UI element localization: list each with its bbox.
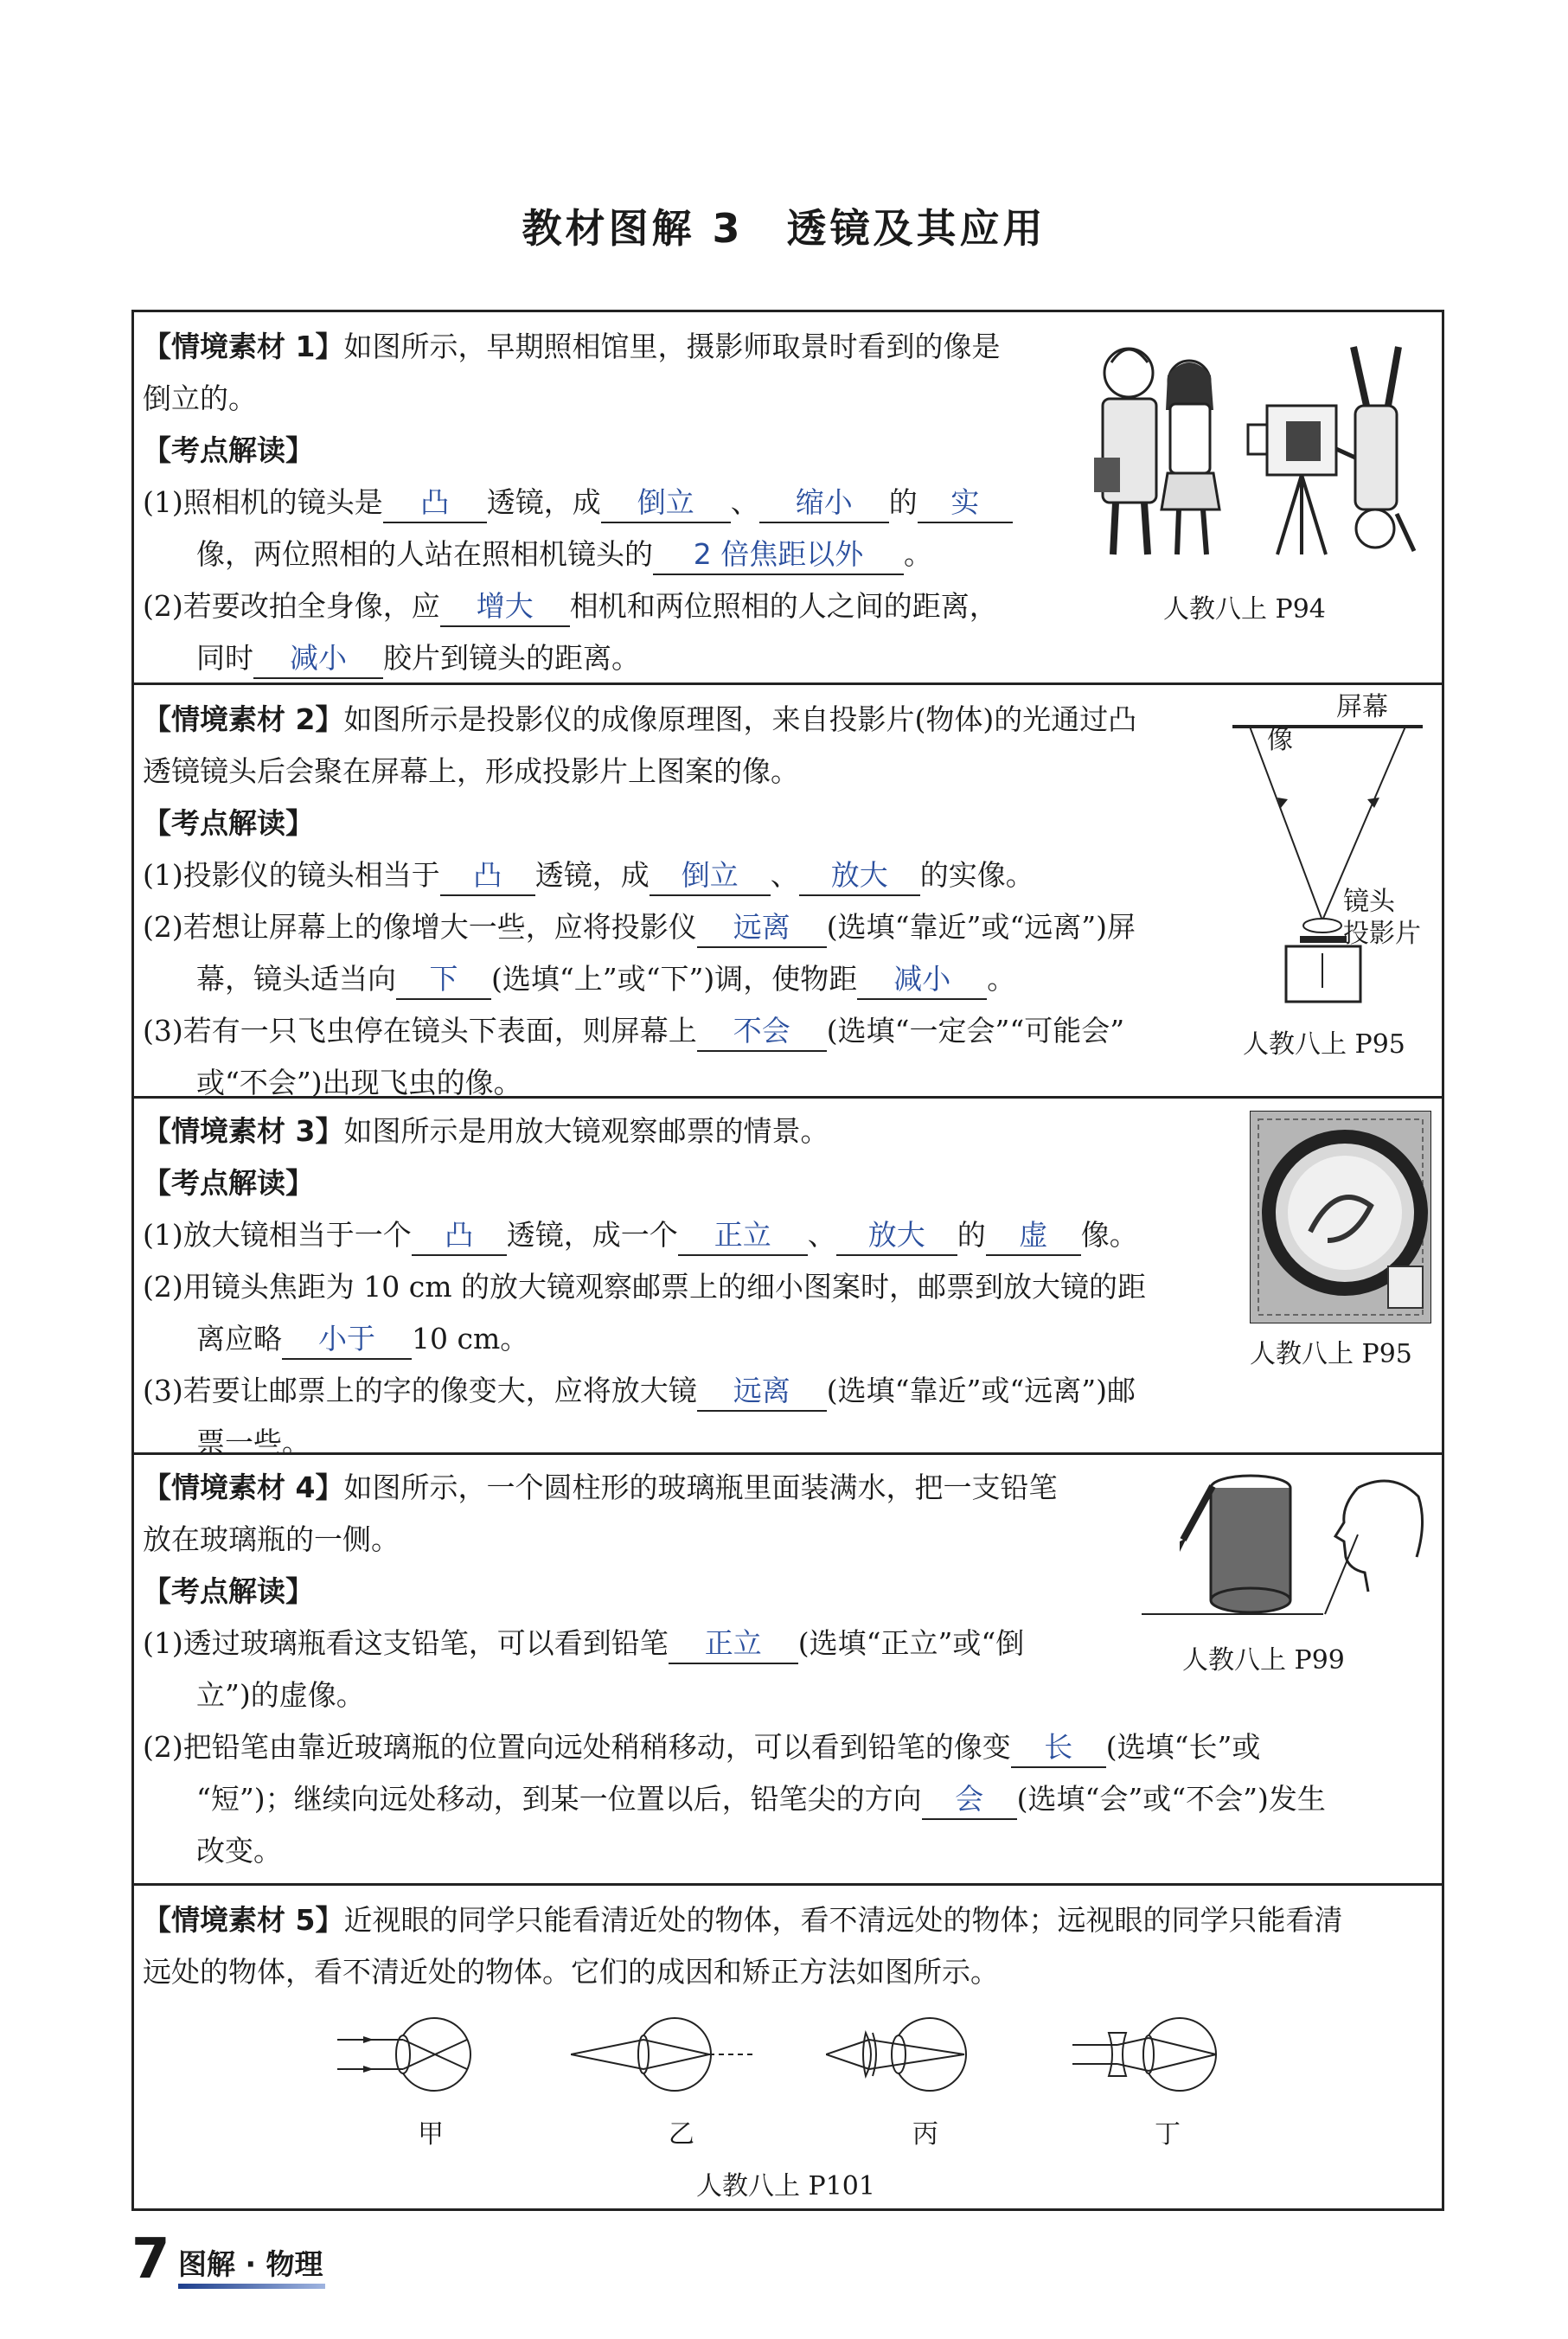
text-line — [143, 529, 1013, 580]
text-span: “短”)；继续向远处移动，到某一位置以后，铅笔尖的方向 — [196, 1782, 922, 1816]
text-span: (选填“靠近”或“远离”)屏 — [826, 910, 1136, 944]
text-line — [143, 373, 1013, 425]
answer-blank: 正立 — [678, 1216, 808, 1256]
answer-blank: 缩小 — [759, 484, 889, 523]
image-label: 像 — [1267, 725, 1293, 755]
text-span: 远处的物体，看不清近处的物体。它们的成因和矫正方法如图所示。 — [143, 1955, 999, 1989]
footer-title: 图解 · 物理 — [178, 2247, 323, 2281]
figure-caption: 人教八上 P94 — [1163, 594, 1326, 625]
section-heading: 【情境素材 5】 — [143, 1903, 344, 1937]
page-number: 7 — [131, 2227, 170, 2291]
section-text — [143, 321, 1013, 684]
section-material-2 — [134, 682, 1442, 1099]
section-material-5 — [134, 1883, 1442, 2208]
camera-photo-illustration — [1077, 328, 1423, 579]
answer-blank: 凸 — [412, 1216, 507, 1256]
answer-blank: 凸 — [440, 856, 535, 896]
answer-blank: 不会 — [697, 1012, 827, 1052]
text-span: 相机和两位照相的人之间的距离， — [569, 589, 998, 623]
text-span: 幕，镜头适当向 — [196, 962, 396, 996]
section-material-4 — [134, 1452, 1442, 1883]
text-line — [143, 1313, 1146, 1365]
answer-blank: 正立 — [669, 1624, 798, 1664]
text-span: (选填“长”或 — [1105, 1730, 1261, 1764]
text-span: (2)用镜头焦距为 10 cm 的放大镜观察邮票上的细小图案时，邮票到放大镜的距 — [143, 1270, 1146, 1304]
text-line — [143, 580, 1013, 632]
text-span: (选填“正立”或“倒 — [797, 1626, 1025, 1660]
slide-label: 投影片 — [1343, 919, 1421, 949]
section-text — [143, 1894, 1342, 1998]
section-text — [143, 694, 1136, 1109]
section-heading: 【考点解读】 — [143, 806, 314, 840]
answer-blank: 会 — [922, 1780, 1017, 1820]
text-line — [143, 321, 1013, 373]
eye-label-jia: 甲 — [418, 2119, 444, 2150]
text-span: (3)若有一只飞虫停在镜头下表面，则屏幕上 — [143, 1014, 697, 1048]
text-span: 离应略 — [196, 1322, 282, 1355]
figure-caption: 人教八上 P95 — [1243, 1029, 1405, 1060]
magnifier-stamp-photo — [1250, 1111, 1431, 1323]
answer-blank: 放大 — [836, 1216, 957, 1256]
text-span: (2)把铅笔由靠近玻璃瓶的位置向远处稍稍移动，可以看到铅笔的像变 — [143, 1730, 1011, 1764]
section-heading: 【考点解读】 — [143, 1166, 314, 1200]
section-heading: 【情境素材 1】 — [143, 330, 344, 363]
text-span: 或“不会”)出现飞虫的像。 — [196, 1066, 522, 1099]
figure-caption: 人教八上 P101 — [696, 2171, 875, 2201]
text-span: (选填“一定会”“可能会” — [826, 1014, 1125, 1048]
answer-blank: 增大 — [440, 587, 570, 627]
text-span: 票一些。 — [196, 1426, 310, 1459]
text-line — [143, 1105, 1146, 1157]
eye-label-yi: 乙 — [669, 2119, 694, 2150]
answer-blank: 远离 — [697, 908, 827, 948]
text-line — [143, 1261, 1146, 1313]
answer-blank: 长 — [1011, 1728, 1106, 1768]
text-line — [143, 953, 1136, 1005]
section-material-1 — [134, 312, 1442, 682]
text-line — [143, 1669, 1326, 1721]
text-span: (选填“上”或“下”)调，使物距 — [491, 962, 858, 996]
eye-label-ding: 丁 — [1155, 2119, 1181, 2150]
text-line — [143, 1894, 1342, 1946]
figure-caption: 人教八上 P99 — [1182, 1645, 1345, 1676]
section-heading: 【情境素材 4】 — [143, 1471, 344, 1504]
text-span: 同时 — [196, 641, 253, 675]
page-title: 教材图解 3 透镜及其应用 — [522, 205, 1046, 252]
text-span: 倒立的。 — [143, 381, 257, 415]
answer-blank: 小于 — [282, 1320, 412, 1360]
text-span: 如图所示，一个圆柱形的玻璃瓶里面装满水，把一支铅笔 — [343, 1471, 1058, 1504]
answer-blank: 倒立 — [601, 484, 731, 523]
text-span: 像。 — [1080, 1218, 1138, 1252]
content-frame — [131, 310, 1444, 2211]
answer-blank: 虚 — [986, 1216, 1081, 1256]
text-line — [143, 1825, 1326, 1877]
text-span: 放在玻璃瓶的一侧。 — [143, 1522, 400, 1556]
text-span: 像，两位照相的人站在照相机镜头的 — [196, 537, 653, 571]
answer-blank: 放大 — [799, 856, 920, 896]
text-line — [143, 849, 1136, 901]
text-line — [143, 477, 1013, 529]
text-line — [143, 425, 1013, 477]
text-span: 。 — [987, 962, 1016, 996]
glass-bottle-pencil-illustration — [1142, 1462, 1436, 1635]
text-span: 的实像。 — [919, 858, 1034, 892]
answer-blank: 凸 — [383, 484, 487, 523]
projector-diagram — [1215, 694, 1440, 1022]
figure-caption: 人教八上 P95 — [1250, 1339, 1412, 1369]
text-span: 如图所示，早期照相馆里，摄影师取景时看到的像是 — [343, 330, 1001, 363]
text-span: (1)放大镜相当于一个 — [143, 1218, 412, 1252]
text-line — [143, 1773, 1326, 1825]
text-span: 近视眼的同学只能看清近处的物体，看不清远处的物体；远视眼的同学只能看清 — [343, 1903, 1343, 1937]
text-line — [143, 798, 1136, 849]
text-span: 改变。 — [196, 1834, 282, 1868]
text-span: (2)若要改拍全身像，应 — [143, 589, 440, 623]
text-span: 、 — [807, 1218, 836, 1252]
answer-blank: 远离 — [697, 1372, 827, 1412]
text-span: 如图所示是用放大镜观察邮票的情景。 — [343, 1114, 829, 1148]
text-line — [143, 1157, 1146, 1209]
text-span: 。 — [904, 537, 932, 571]
text-span: 透镜，成一个 — [506, 1218, 678, 1252]
section-heading: 【情境素材 2】 — [143, 702, 344, 736]
eye-diagram-myopia — [337, 2007, 476, 2102]
eye-diagram-hyperopia — [571, 2007, 761, 2102]
text-line — [143, 694, 1136, 746]
answer-blank: 减小 — [857, 960, 987, 1000]
text-span: 透镜，成 — [486, 485, 601, 519]
text-span: 的 — [957, 1218, 986, 1252]
section-text — [143, 1105, 1146, 1469]
text-span: (3)若要让邮票上的字的像变大，应将放大镜 — [143, 1374, 697, 1407]
text-line — [143, 1946, 1342, 1998]
answer-blank: 倒立 — [650, 856, 771, 896]
text-span: (1)透过玻璃瓶看这支铅笔，可以看到铅笔 — [143, 1626, 669, 1660]
text-span: 透镜镜头后会聚在屏幕上，形成投影片上图案的像。 — [143, 754, 799, 788]
text-line — [143, 901, 1136, 953]
answer-blank: 下 — [396, 960, 491, 1000]
text-span: 10 cm。 — [412, 1322, 529, 1355]
text-line — [143, 1209, 1146, 1261]
text-span: (2)若想让屏幕上的像增大一些，应将投影仪 — [143, 910, 697, 944]
text-line — [143, 1005, 1136, 1057]
text-line — [143, 746, 1136, 798]
text-span: (1)照相机的镜头是 — [143, 485, 383, 519]
lens-label: 镜头 — [1343, 887, 1395, 917]
section-heading: 【考点解读】 — [143, 433, 314, 467]
answer-blank: 减小 — [253, 639, 383, 679]
text-span: 透镜，成 — [534, 858, 650, 892]
section-heading: 【情境素材 3】 — [143, 1114, 344, 1148]
text-span: (选填“会”或“不会”)发生 — [1016, 1782, 1326, 1816]
text-span: 胶片到镜头的距离。 — [383, 641, 640, 675]
screen-label: 屏幕 — [1336, 692, 1388, 722]
text-line — [143, 632, 1013, 684]
text-span: (选填“靠近”或“远离”)邮 — [826, 1374, 1136, 1407]
text-span: (1)投影仪的镜头相当于 — [143, 858, 440, 892]
answer-blank: 2 倍焦距以外 — [653, 535, 904, 575]
text-span: 、 — [770, 858, 799, 892]
eye-diagram-myopia-corrected — [826, 2007, 990, 2102]
eye-label-bing: 丙 — [912, 2119, 938, 2150]
eye-diagram-hyperopia-corrected — [1072, 2007, 1228, 2102]
text-span: 、 — [730, 485, 759, 519]
text-span: 如图所示是投影仪的成像原理图，来自投影片(物体)的光通过凸 — [343, 702, 1137, 736]
text-line — [143, 1365, 1146, 1417]
answer-blank: 实 — [918, 484, 1013, 523]
text-span: 立”)的虚像。 — [196, 1678, 365, 1712]
footer-accent-bar — [178, 2284, 325, 2289]
section-heading: 【考点解读】 — [143, 1574, 314, 1608]
text-span: 的 — [888, 485, 918, 519]
text-line — [143, 1721, 1326, 1773]
section-material-3 — [134, 1096, 1442, 1459]
